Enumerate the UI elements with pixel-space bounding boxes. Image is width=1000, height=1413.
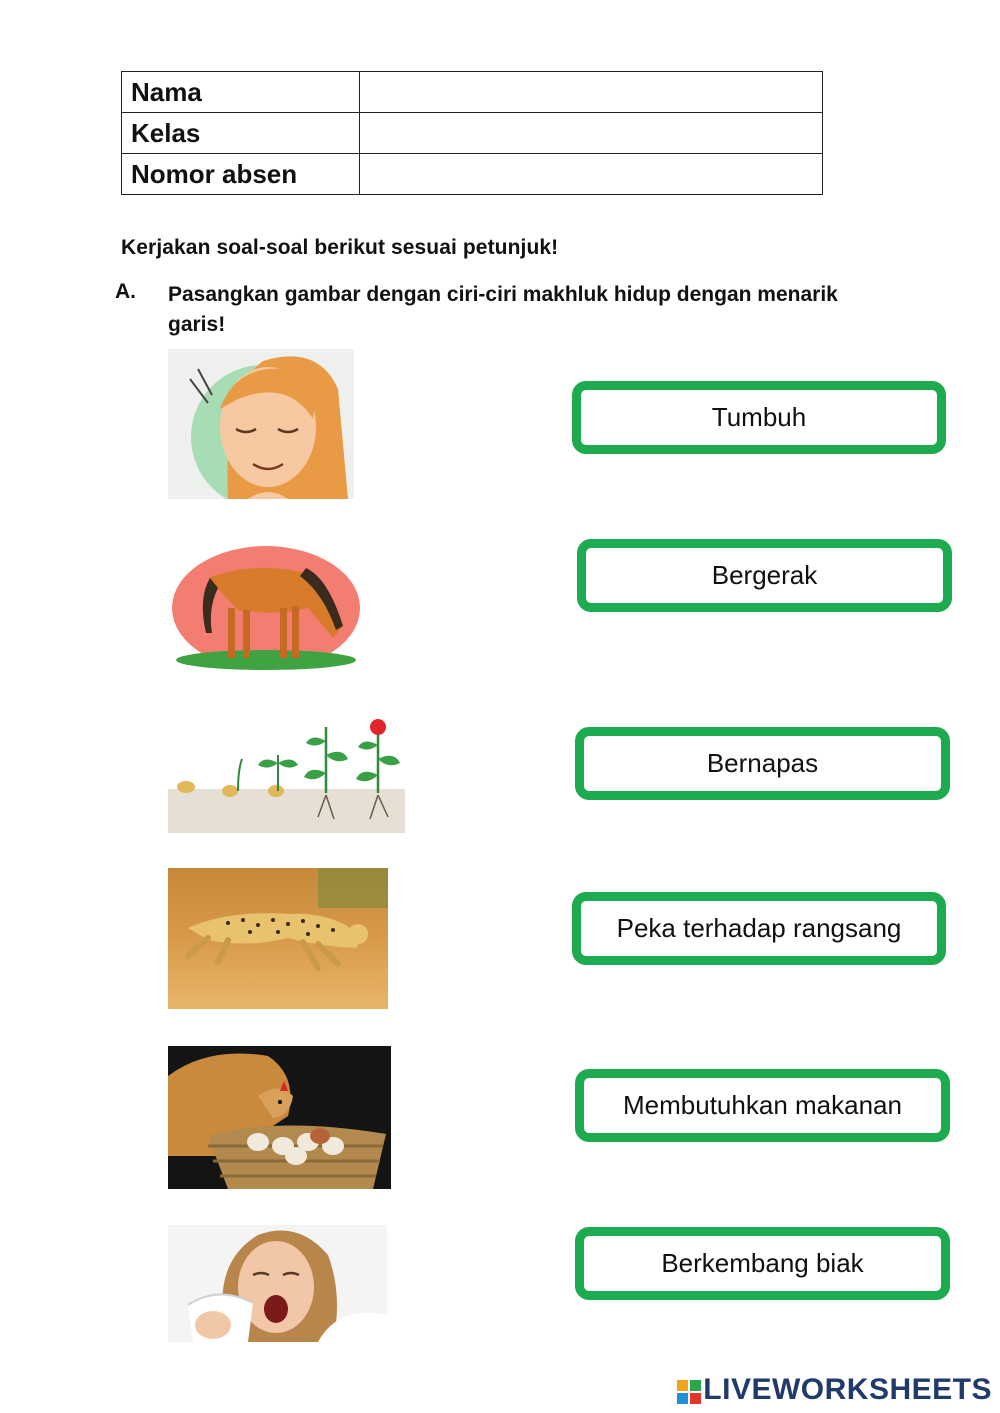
question-letter: A. bbox=[115, 280, 136, 303]
identity-row-nama bbox=[122, 72, 823, 113]
identity-table bbox=[121, 71, 823, 195]
nama-field[interactable] bbox=[360, 72, 823, 113]
nama-label: Nama bbox=[122, 72, 360, 113]
hen-with-eggs-icon bbox=[168, 1046, 391, 1189]
option-tumbuh[interactable]: Tumbuh bbox=[572, 381, 946, 454]
option-membutuhkan-makanan[interactable]: Membutuhkan makanan bbox=[575, 1069, 950, 1142]
nomor-absen-label: Nomor absen bbox=[122, 154, 360, 195]
identity-row-kelas bbox=[122, 113, 823, 154]
option-bergerak[interactable]: Bergerak bbox=[577, 539, 952, 612]
question-text: Pasangkan gambar dengan ciri-ciri makhluk hidup dengan menarik garis! bbox=[168, 283, 838, 336]
kelas-field[interactable] bbox=[360, 113, 823, 154]
instruction-text: Kerjakan soal-soal berikut sesuai petunjuk! bbox=[121, 236, 559, 259]
plant-growth-icon bbox=[168, 715, 405, 833]
liveworksheets-logo-icon bbox=[677, 1378, 701, 1402]
horse-grazing-icon bbox=[168, 538, 364, 674]
nomor-absen-field[interactable] bbox=[360, 154, 823, 195]
identity-row-nomor-absen bbox=[122, 154, 823, 195]
sneezing-woman-icon bbox=[168, 1225, 387, 1342]
woman-smelling-icon bbox=[168, 349, 354, 499]
option-bernapas[interactable]: Bernapas bbox=[575, 727, 950, 800]
option-berkembang-biak[interactable]: Berkembang biak bbox=[575, 1227, 950, 1300]
option-peka-terhadap-rangsang[interactable]: Peka terhadap rangsang bbox=[572, 892, 946, 965]
brand-watermark bbox=[677, 1373, 992, 1407]
kelas-label: Kelas bbox=[122, 113, 360, 154]
brand-text: LIVEWORKSHEETS bbox=[703, 1373, 992, 1406]
running-cheetah-icon bbox=[168, 868, 388, 1009]
